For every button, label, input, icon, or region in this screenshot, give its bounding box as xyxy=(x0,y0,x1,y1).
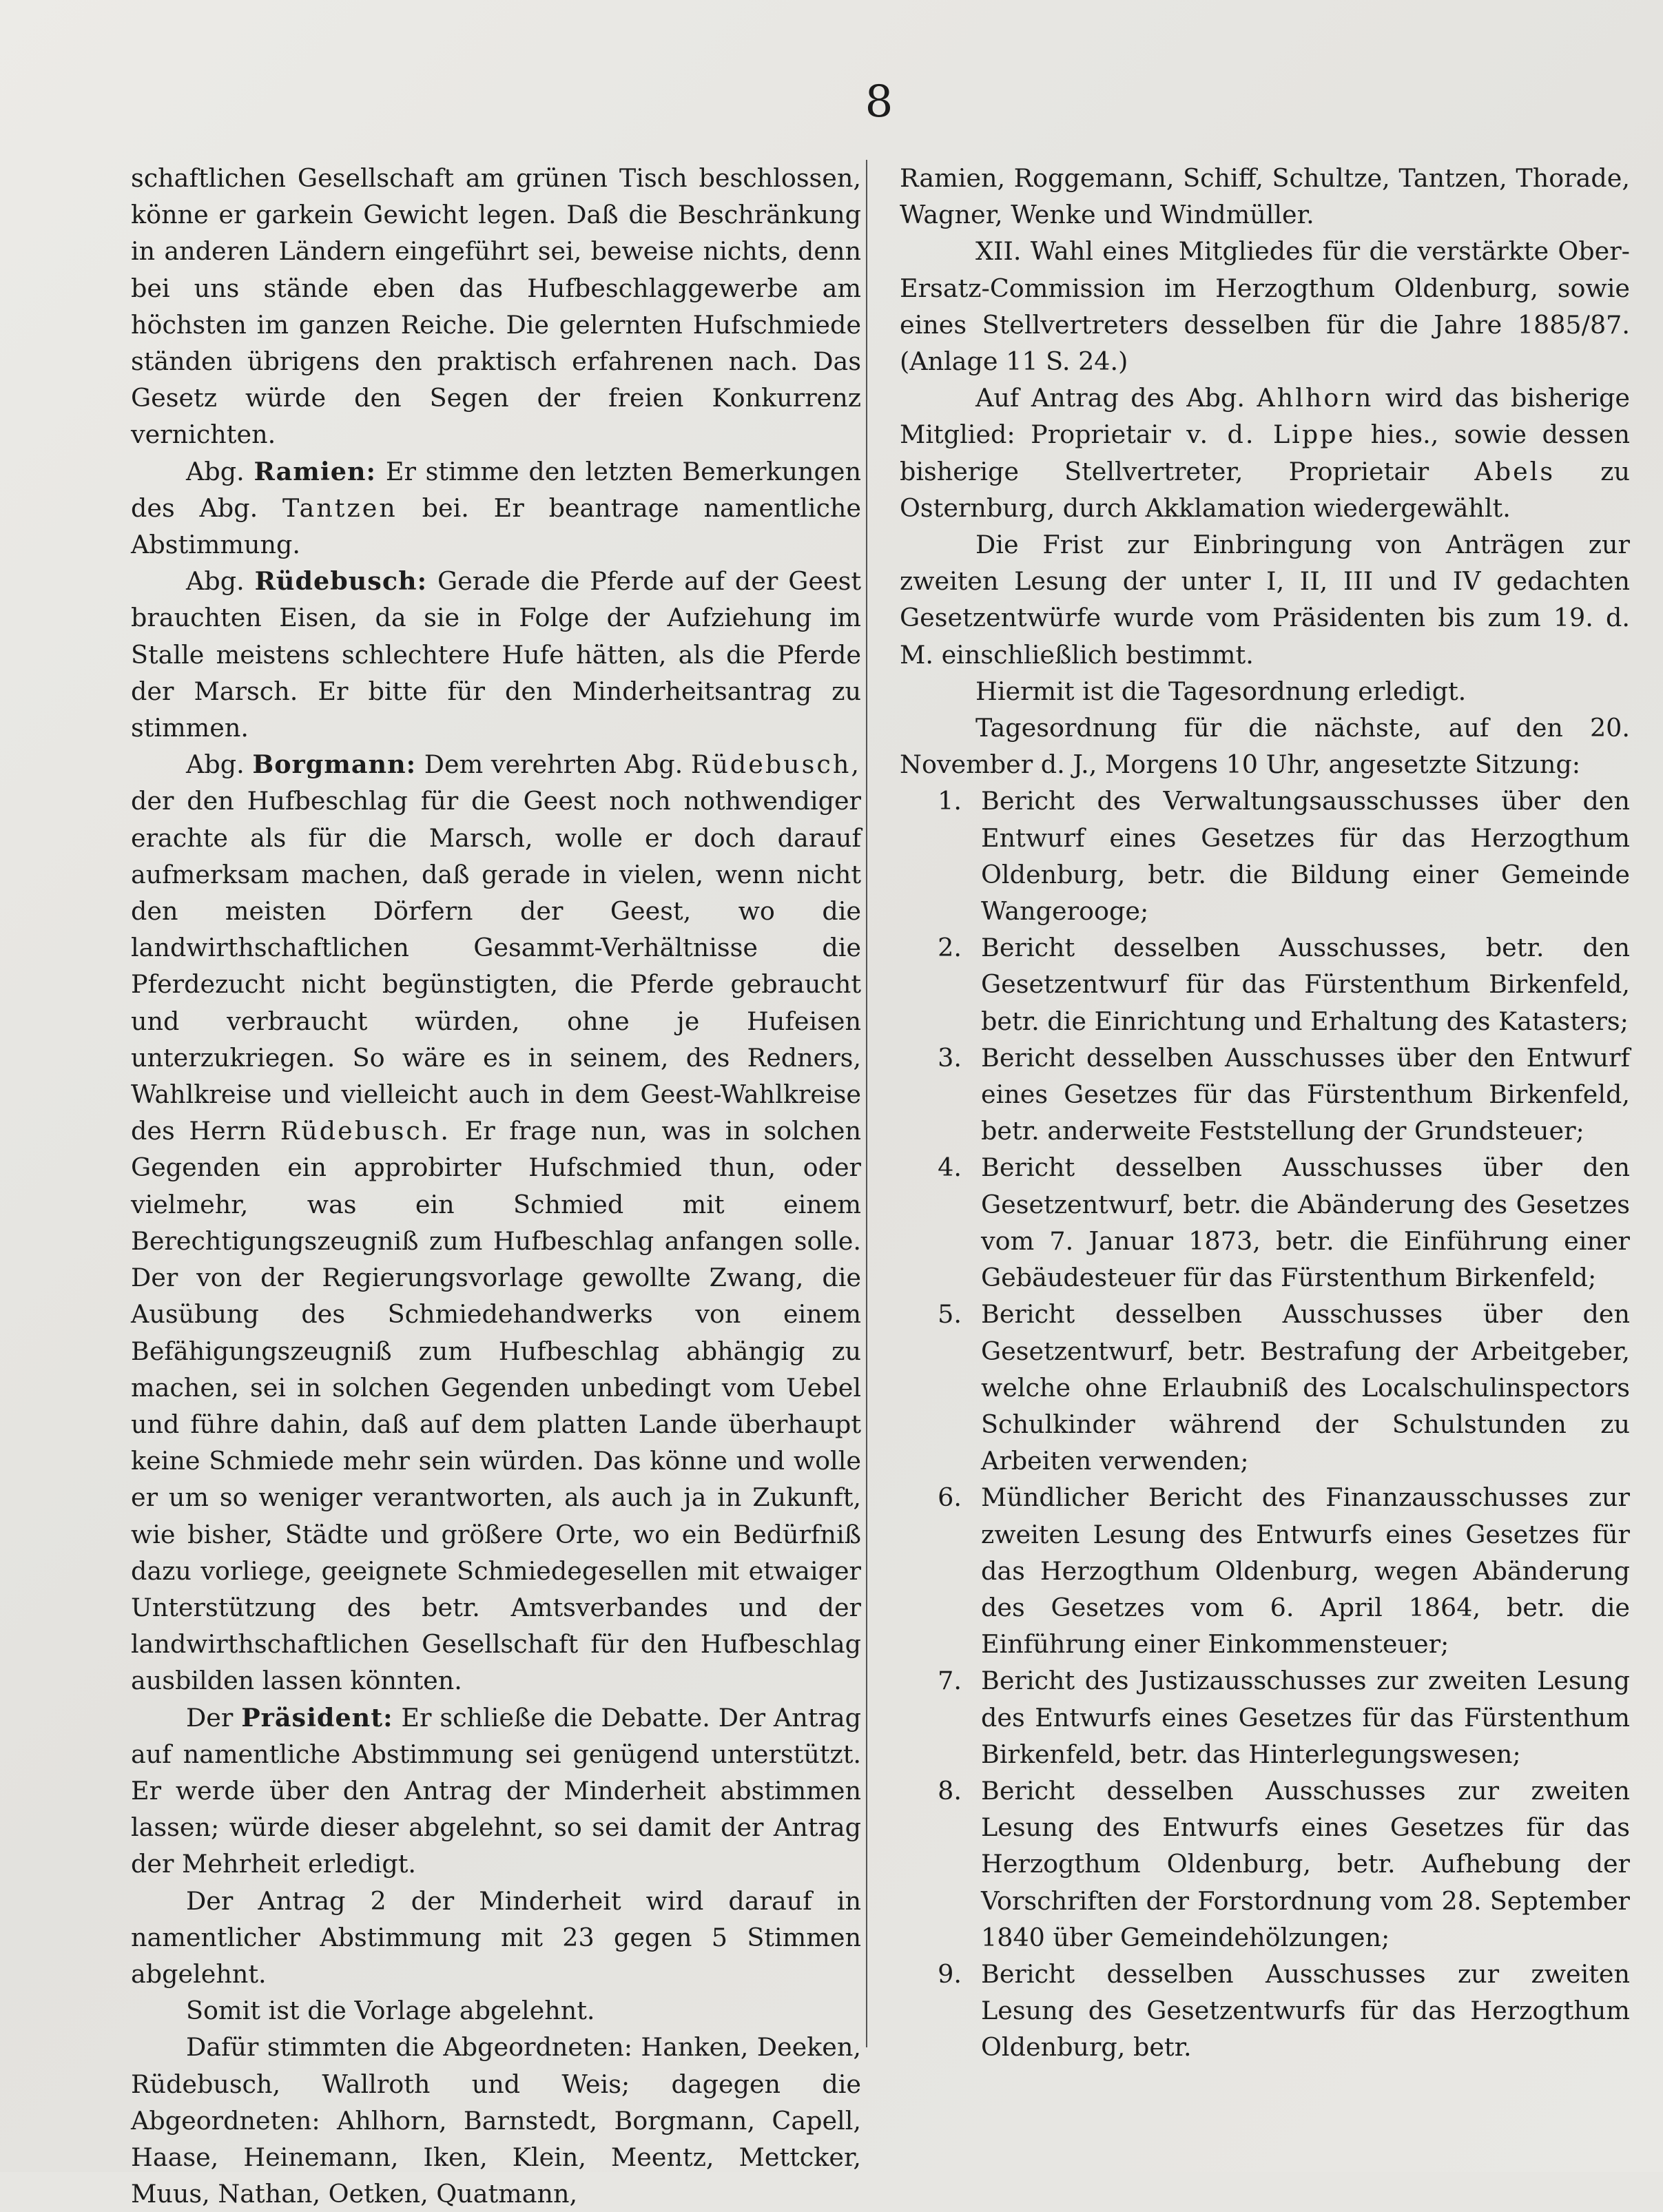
paragraph-borgmann: Abg. Borgmann: Dem verehrten Abg. Rüdebusch, der den Hufbeschlag für die Geest noch nothwendiger erachte als für die Marsch, wolle er doch darauf aufmerksam machen, daß gerade in vielen, wenn nicht den meisten Dörfern der Geest, wo die landwirthschaftlichen Gesammt-Verhältnisse die Pferdezucht nicht begünstigten, die Pferde gebraucht und verbraucht würden, ohne je Hufeisen unterzukriegen. So wäre es in seinem, des Redners, Wahlkreise und vielleicht auch in dem Geest-Wahlkreise des Herrn Rüdebusch. Er frage nun, was in solchen Gegenden ein approbirter Hufschmied thun, oder vielmehr, was ein Schmied mit einem Berechtigungszeugniß zum Hufbeschlag anfangen solle. Der von der Regierungsvorlage gewollte Zwang, die Ausübung des Schmiedehandwerks von einem Befähigungszeugniß zum Hufbeschlag abhängig zu machen, sei in solchen Gegenden unbedingt vom Uebel und führe dahin, daß auf dem platten Lande überhaupt keine Schmiede mehr sein würden. Das könne und wolle er um so weniger verantworten, als auch ja in Zukunft, wie bisher, Städte und größere Orte, wo ein Bedürfniß dazu vorliege, geeignete Schmiedegesellen mit etwaiger Unterstützung des betr. Amtsverbandes und der landwirthschaftlichen Gesellschaft für den Hufbeschlag ausbilden lassen könnten. xyxy=(131,750,861,1696)
paragraph: Ramien, Roggemann, Schiff, Schultze, Tantzen, Thorade, Wagner, Wenke und Windmüller. xyxy=(900,163,1630,230)
paragraph-vote-list: Dafür stimmten die Abgeordneten: Hanken, Deeken, Rüdebusch, Wallroth und Weis; dagegen die Abgeordneten: Ahlhorn, Barnstedt, Borgmann, Capell, Haase, Heinemann, Iken, Klein, Meentz, Mettcker, Muus, Nathan, Oetken, Quatmann, xyxy=(131,2032,861,2209)
agenda-item xyxy=(900,1772,1630,1956)
agenda-item xyxy=(900,1479,1630,1662)
agenda-item-number: 1. xyxy=(938,786,962,816)
speaker-name: Ramien: xyxy=(254,456,377,486)
person-name: Tantzen xyxy=(282,493,397,523)
agenda-item xyxy=(900,929,1630,1040)
agenda-list xyxy=(900,783,1630,2065)
speaker-name: Borgmann: xyxy=(252,750,417,780)
agenda-item-text: Bericht desselben Ausschusses, betr. den Gesetzentwurf für das Fürstenthum Birkenfeld, betr. die Einrichtung und Erhaltung des Katasters; xyxy=(981,933,1630,1036)
agenda-item-text: Bericht desselben Ausschusses über den Gesetzentwurf, betr. Bestrafung der Arbeitgeber, welche ohne Erlaubniß des Localschulinspectors Schulkinder während der Schulstunden zu Arbeiten verwenden; xyxy=(981,1299,1630,1476)
person-name: v. d. Lippe xyxy=(1186,420,1356,450)
person-name: Rüdebusch, xyxy=(690,750,861,780)
paragraph-section-xii: XII. Wahl eines Mitgliedes für die verstärkte Ober-Ersatz-Commission im Herzogthum Oldenburg, sowie eines Stellvertreters desselben für die Jahre 1885/87. (Anlage 11 S. 24.) xyxy=(900,236,1630,377)
agenda-item-number: 9. xyxy=(938,1958,962,1989)
right-column xyxy=(900,160,1630,2066)
page-number: 8 xyxy=(865,76,894,127)
paragraph: schaftlichen Gesellschaft am grünen Tisch beschlossen, könne er garkein Gewicht legen. Daß die Beschränkung in anderen Ländern eingeführt sei, beweise nichts, denn bei uns stände eben das Hufbeschlaggewerbe am höchsten im ganzen Reiche. Die gelernten Hufschmiede ständen übrigens den praktisch erfahrenen nach. Das Gesetz würde den Segen der freien Konkurrenz vernichten. xyxy=(131,163,861,450)
agenda-item-number: 3. xyxy=(938,1042,962,1073)
person-name: Rüdebusch. xyxy=(280,1116,451,1146)
speaker-name: Präsident: xyxy=(241,1702,393,1733)
agenda-item-number: 4. xyxy=(938,1152,962,1183)
paragraph-praesident: Der Präsident: Er schließe die Debatte. Der Antrag auf namentliche Abstimmung sei genügend unterstützt. Er werde über den Antrag der Minderheit abstimmen lassen; würde dieser abgelehnt, so sei damit der Antrag der Mehrheit erledigt. xyxy=(131,1702,861,1879)
agenda-item xyxy=(900,1149,1630,1296)
paragraph: Hiermit ist die Tagesordnung erledigt. xyxy=(975,676,1467,706)
agenda-item-number: 5. xyxy=(938,1299,962,1330)
agenda-item-text: Mündlicher Bericht des Finanzausschusses zur zweiten Lesung des Entwurfs eines Gesetzes für das Herzogthum Oldenburg, wegen Abänderung des Gesetzes vom 6. April 1864, betr. die Einführung einer Einkommensteuer; xyxy=(981,1482,1630,1660)
speaker-name: Rüdebusch: xyxy=(254,566,428,597)
agenda-item-number: 2. xyxy=(938,933,962,963)
agenda-item xyxy=(900,783,1630,929)
agenda-item xyxy=(900,1662,1630,1772)
agenda-item-number: 6. xyxy=(938,1482,962,1513)
paragraph-election: Auf Antrag des Abg. Ahlhorn wird das bisherige Mitglied: Proprietair v. d. Lippe hies., sowie dessen bisherige Stellvertreter, Proprietair Abels zu Osternburg, durch Akklamation wiedergewählt. xyxy=(900,383,1631,523)
agenda-item-text: Bericht desselben Ausschusses zur zweiten Lesung des Entwurfs eines Gesetzes für das Herzogthum Oldenburg, betr. Aufhebung der Vorschriften der Forstordnung vom 28. September 1840 über Gemeindehölzungen; xyxy=(981,1775,1630,1952)
paragraph-ruedebusch: Abg. Rüdebusch: Gerade die Pferde auf der Geest brauchten Eisen, da sie in Folge der Aufziehung im Stalle meistens schlechtere Hufe hätten, als die Pferde der Marsch. Er bitte für den Minderheitsantrag zu stimmen. xyxy=(131,566,861,743)
paragraph: Somit ist die Vorlage abgelehnt. xyxy=(186,1996,595,2026)
paragraph-ramien: Abg. Ramien: Er stimme den letzten Bemerkungen des Abg. Tantzen bei. Er beantrage namentliche Abstimmung. xyxy=(131,456,861,560)
agenda-item-text: Bericht desselben Ausschusses zur zweiten Lesung des Gesetzentwurfs für das Herzogthum Oldenburg, betr. xyxy=(981,1958,1630,2063)
paragraph: Die Frist zur Einbringung von Anträgen zur zweiten Lesung der unter I, II, III und IV gedachten Gesetzentwürfe wurde vom Präsidenten bis zum 19. d. M. einschließlich bestimmt. xyxy=(900,530,1630,670)
agenda-item-text: Bericht des Verwaltungsausschusses über den Entwurf eines Gesetzes für das Herzogthum Oldenburg, betr. die Bildung einer Gemeinde Wangerooge; xyxy=(981,786,1630,927)
agenda-item-number: 8. xyxy=(938,1775,962,1806)
agenda-item-text: Bericht des Justizausschusses zur zweiten Lesung des Entwurfs eines Gesetzes für das Fürstenthum Birkenfeld, betr. das Hinterlegungswesen; xyxy=(981,1666,1630,1769)
agenda-item-number: 7. xyxy=(938,1666,962,1696)
agenda-item xyxy=(900,1956,1630,2066)
agenda-item xyxy=(900,1040,1630,1150)
left-column xyxy=(131,160,861,2212)
agenda-item-text: Bericht desselben Ausschusses über den Gesetzentwurf, betr. die Abänderung des Gesetzes vom 7. Januar 1873, betr. die Einführung einer Gebäudesteuer für das Fürstenthum Birkenfeld; xyxy=(981,1152,1630,1293)
paragraph: Der Antrag 2 der Minderheit wird darauf in namentlicher Abstimmung mit 23 gegen 5 Stimmen abgelehnt. xyxy=(131,1885,861,1989)
agenda-item-text: Bericht desselben Ausschusses über den Entwurf eines Gesetzes für das Fürstenthum Birkenfeld, betr. anderweite Feststellung der Grundsteuer; xyxy=(981,1042,1630,1146)
person-name: Ahlhorn xyxy=(1257,383,1374,413)
person-name: Abels xyxy=(1474,456,1556,486)
column-divider xyxy=(866,160,867,2047)
agenda-item xyxy=(900,1296,1630,1479)
paragraph-agenda-intro: Tagesordnung für die nächste, auf den 20. November d. J., Morgens 10 Uhr, angesetzte Sitzung: xyxy=(900,713,1630,780)
